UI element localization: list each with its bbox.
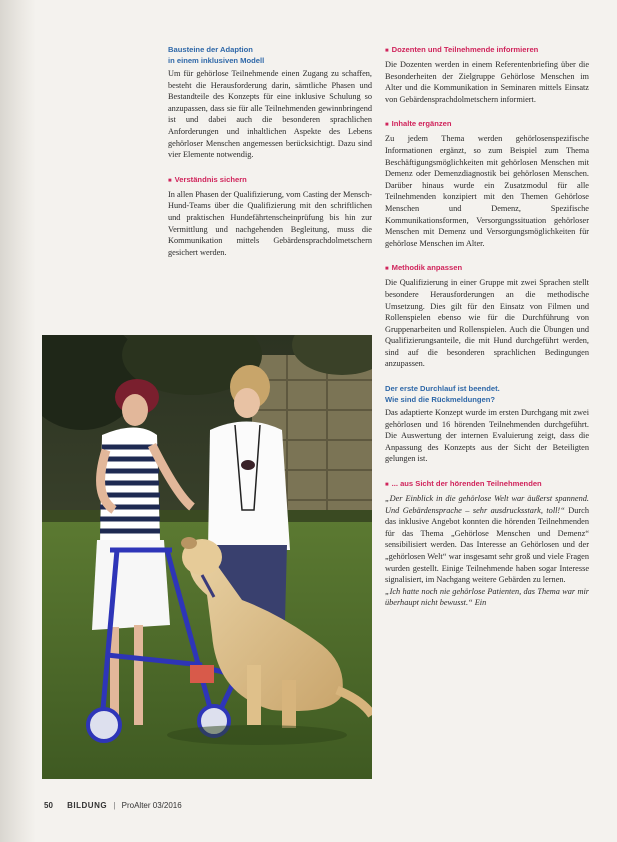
footer-section: BILDUNG: [67, 801, 108, 810]
page-gutter-shade: [0, 0, 36, 842]
section-heading-methodik: [385, 262, 589, 275]
article-photo: [42, 335, 372, 779]
heading-line: Wie sind die Rückmeldungen?: [385, 395, 496, 405]
heading-text: Verständnis sichern: [174, 174, 247, 184]
paragraph-bausteine: Um für gehörlose Teilnehmende einen Zugang zu schaffen, besteht die Herausforderung darin, sämtliche Phasen und Bestandteile des Konzepts für eine inklusive Schulung so anzupassen, dass sie für alle Teilnehmenden gewinnbringend ist und dabei auch die besonderen sprachlichen Anforderungen und inhaltlichen Aspekte des Lebens gehörloser Menschen angemessen berücksichtigt. Dazu sind vier Elemente notwendig.: [168, 69, 372, 160]
paragraph-verstaendnis: In allen Phasen der Qualifizierung, vom Casting der Mensch-Hund-Teams über die Qualifizierung mit den schriftlichen und praktischen Hundefährtenscheinprüfung bis hin zur Vermittlung und nachgehenden Begleitung, muss die Kommunikation mittels Gebärdensprachdolmetschern gesichert werden.: [168, 189, 372, 257]
page-number: 50: [44, 801, 53, 810]
heading-text: Dozenten und Teilnehmende informieren: [391, 45, 539, 54]
section-heading-dozenten: [385, 44, 589, 57]
footer-publication: ProAlter 03/2016: [121, 801, 182, 810]
paragraph-quote: „Ich hatte noch nie gehörlose Patienten, das Thema war mir überhaupt nicht bewusst.“ Ein: [385, 586, 589, 608]
paragraph-dozenten: Die Dozenten werden in einem Referentenbriefing über die Besonderheiten der Zielgruppe Gehörlose Menschen im Alter und die Kommunikation in Seminaren mittels Einsatz von Gebärdensprachdolmetschern informiert.: [385, 60, 589, 104]
body-text: Durch das inklusive Angebot konnten die hörenden Teilnehmenden für das Thema „Gehörlose Menschen und Demenz“ sensibilisiert werden. Das Interesse an Gehörlosen und der „gehörlosen Welt“ war insgesamt sehr groß und viele Fragen wurden gestellt. Einige Teilnehmende haben sogar Interesse signalisiert, im Nachgang weitere Gebärden zu lernen.: [385, 505, 590, 585]
square-bullet-icon: ■: [168, 177, 172, 184]
page-footer: [44, 801, 182, 810]
square-bullet-icon: ■: [385, 122, 389, 129]
right-column: [385, 44, 589, 609]
section-heading-inhalte: [385, 118, 589, 131]
heading-text: ... aus Sicht der hörenden Teilnehmenden: [391, 479, 542, 489]
left-column: [168, 44, 372, 271]
section-heading-bausteine: [168, 44, 372, 66]
section-heading-durchlauf: [385, 383, 589, 405]
square-bullet-icon: ■: [385, 266, 389, 273]
square-bullet-icon: ■: [385, 48, 389, 54]
heading-line: in einem inklusiven Modell: [168, 56, 265, 65]
heading-text: Methodik anpassen: [391, 263, 463, 273]
section-heading-hoerende: [385, 478, 589, 491]
paragraph-durchlauf: Das adaptierte Konzept wurde im ersten Durchgang mit zwei gehörlosen und 16 hörenden Teilnehmenden durchgeführt. Die Auswertung der internen Evaluierung zeigt, dass die Anpassung des Konzepts aus der Sicht der Beteiligten gelungen ist.: [385, 408, 589, 464]
quote-text: „Der Einblick in die gehörlose Welt war äußerst spannend. Und Gebärdensprache – sehr ausdrucksstark, toll!“: [385, 494, 589, 515]
heading-text: Inhalte ergänzen: [391, 119, 452, 129]
square-bullet-icon: ■: [385, 482, 389, 489]
paragraph-inhalte: Zu jedem Thema werden gehörlosenspezifische Informationen ergänzt, so zum Beispiel zum Thema Beschäftigungsmöglichkeiten mit gehörlosen Menschen mit Demenz oder Demenzdiagnostik bei gehörlosen Menschen. Darüber hinaus wurde ein Zusatzmodul für alle Teilnehmenden konzipiert mit den Themen Gehörlose Menschen und Demenz, Spezifische Kommunikationsformen, Versorgungssituation gehörloser Menschen mit Demenz und Versorgungsmöglichkeiten für gehörlose Menschen im Alter.: [385, 134, 589, 248]
heading-line: Bausteine der Adaption: [168, 45, 253, 54]
photo-woman-dog-rollator-icon: [42, 335, 372, 779]
footer-separator: |: [113, 801, 116, 810]
section-heading-verstaendnis: [168, 174, 372, 187]
paragraph-hoerende: [385, 493, 589, 586]
heading-line: Der erste Durchlauf ist beendet.: [385, 384, 500, 394]
paragraph-methodik: Die Qualifizierung in einer Gruppe mit zwei Sprachen stellt besondere Herausforderungen an die methodische Umsetzung. Dies gilt für den Einsatz von Filmen und Rollenspielen ebenso wie für die Durchführung von Gruppenarbeiten und Rollenspielen. Auch die Übungen und Qualifizierungsanteile, die mit Hund durchgeführt werden, sind auf die besonderen sprachlichen Bedingungen anzupassen.: [385, 278, 589, 369]
